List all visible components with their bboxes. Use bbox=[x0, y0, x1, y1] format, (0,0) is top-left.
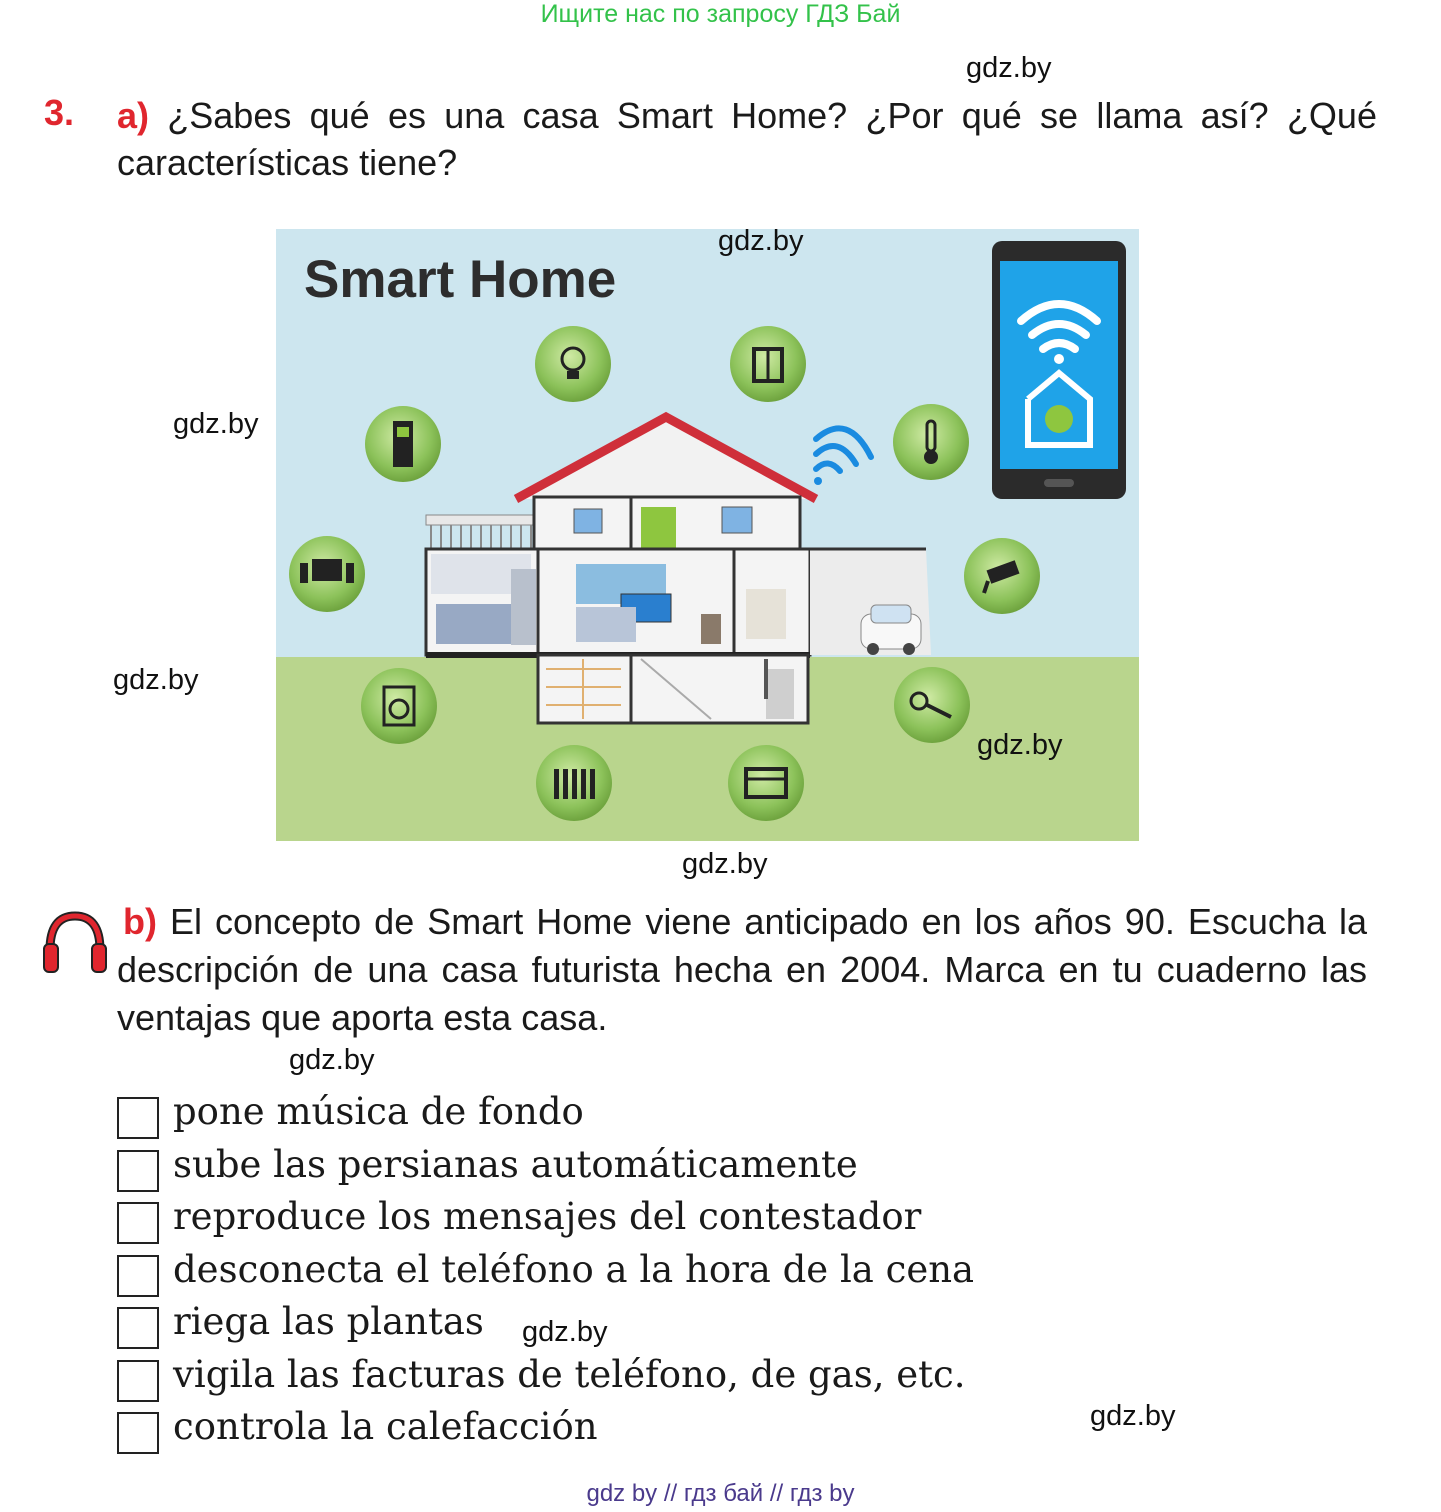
question-b bbox=[117, 898, 1367, 1042]
watermark: gdz.by bbox=[113, 664, 199, 696]
thermometer-icon bbox=[893, 404, 969, 480]
option-label: vigila las facturas de teléfono, de gas, etc. bbox=[173, 1352, 966, 1396]
smartphone-icon bbox=[992, 241, 1126, 499]
part-b-text: El concepto de Smart Home viene anticipado en los años 90. Escucha la descripción de una casa futurista hecha en 2004. Marca en tu cuaderno las ventajas que aporta esta casa. bbox=[117, 901, 1367, 1038]
illustration-title: Smart Home bbox=[304, 250, 617, 309]
part-b-label: b) bbox=[123, 901, 157, 942]
option-label: desconecta el teléfono a la hora de la cena bbox=[173, 1247, 975, 1291]
watermark: gdz.by bbox=[1090, 1400, 1176, 1432]
security-camera-icon bbox=[964, 538, 1040, 614]
checkbox[interactable] bbox=[117, 1307, 159, 1349]
watermark: gdz.by bbox=[966, 52, 1052, 84]
top-banner: Ищите нас по запросу ГДЗ Бай bbox=[540, 0, 901, 28]
part-a-text: ¿Sabes qué es una casa Smart Home? ¿Por qué se llama así? ¿Qué características tiene? bbox=[117, 95, 1377, 183]
key-icon bbox=[894, 667, 970, 743]
question-number: 3. bbox=[44, 92, 75, 133]
radiator-icon bbox=[536, 745, 612, 821]
option-label: sube las persianas automáticamente bbox=[173, 1142, 858, 1186]
checkbox[interactable] bbox=[117, 1202, 159, 1244]
option-label: pone música de fondo bbox=[173, 1090, 584, 1133]
checkbox[interactable] bbox=[117, 1412, 159, 1454]
watermark: gdz.by bbox=[977, 729, 1063, 761]
footer: gdz by // гдз бай // гдз by bbox=[586, 1480, 855, 1507]
option-label: controla la calefacción bbox=[173, 1405, 598, 1448]
watermark: gdz.by bbox=[682, 848, 768, 880]
intercom-icon bbox=[365, 406, 441, 482]
tv-system-icon bbox=[289, 536, 365, 612]
garage-door-icon bbox=[728, 745, 804, 821]
part-a-label: a) bbox=[117, 95, 150, 136]
lightbulb-icon bbox=[535, 326, 611, 402]
washing-machine-icon bbox=[361, 668, 437, 744]
question-a bbox=[117, 92, 1377, 186]
window-icon bbox=[730, 326, 806, 402]
option-label: reproduce los mensajes del contestador bbox=[173, 1195, 922, 1238]
checkbox[interactable] bbox=[117, 1150, 159, 1192]
headphones-icon bbox=[42, 910, 108, 974]
watermark: gdz.by bbox=[718, 225, 804, 257]
option-label: riega las plantas bbox=[173, 1300, 484, 1343]
checkbox[interactable] bbox=[117, 1360, 159, 1402]
watermark: gdz.by bbox=[289, 1044, 375, 1076]
checkbox[interactable] bbox=[117, 1097, 159, 1139]
checkbox[interactable] bbox=[117, 1255, 159, 1297]
watermark: gdz.by bbox=[522, 1316, 608, 1348]
watermark: gdz.by bbox=[173, 408, 259, 440]
